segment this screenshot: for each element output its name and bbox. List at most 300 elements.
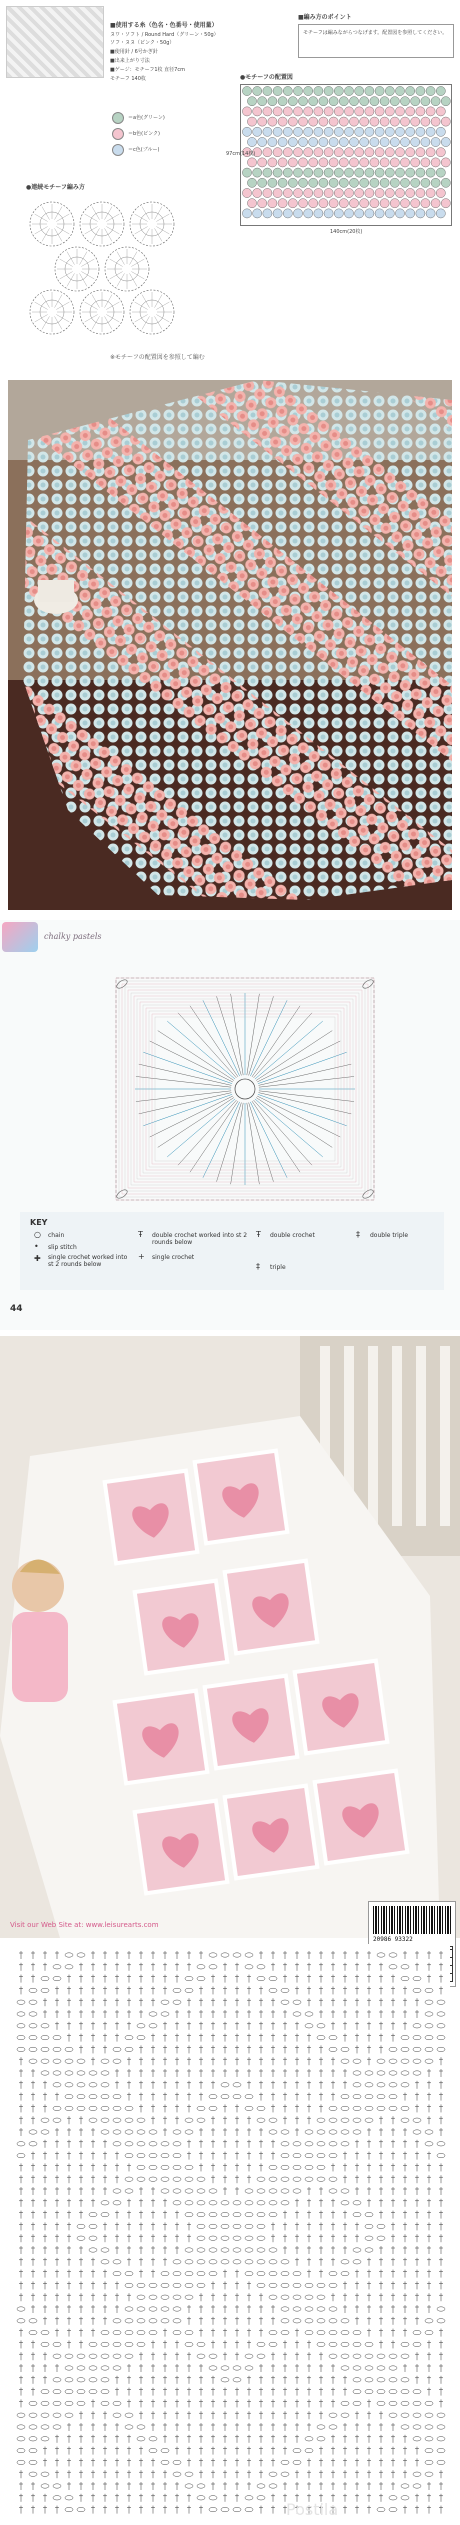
layout-motif: [441, 117, 450, 126]
layout-motif: [283, 127, 292, 136]
watermark: Postila: [286, 2500, 339, 2519]
layout-height-dim: 97cm(14枚): [226, 151, 256, 157]
layout-motif: [258, 158, 267, 167]
layout-motif: [385, 86, 394, 95]
layout-motif: [416, 168, 425, 177]
layout-width-dim: 140cm(20枚): [330, 229, 363, 235]
radial-stitch: [178, 1013, 236, 1078]
motif-spoke: [130, 273, 138, 286]
layout-motif: [370, 199, 379, 208]
motif-join-chart: [22, 194, 202, 334]
layout-motif: [339, 137, 348, 146]
layout-motif: [247, 137, 256, 146]
key-slip: slip stitch: [48, 1244, 77, 1251]
motif-spoke: [156, 315, 169, 323]
stitch-key: [20, 1212, 444, 1290]
yarn-line-1: ヌワ・ソフト / Round Hard（グリーン・50g）: [110, 32, 219, 38]
layout-motif: [288, 178, 297, 187]
layout-motif: [309, 117, 318, 126]
layout-heading: ●モチーフの配置図: [240, 74, 293, 81]
motif-spoke: [85, 214, 98, 222]
layout-motif: [298, 97, 307, 106]
layout-motif: [355, 86, 364, 95]
layout-motif: [324, 127, 333, 136]
layout-motif: [441, 199, 450, 208]
motif-spoke: [81, 259, 94, 267]
square-motif-chart: [98, 970, 392, 1208]
layout-motif: [344, 209, 353, 218]
radial-stitch: [150, 1041, 233, 1082]
layout-motif: [304, 209, 313, 218]
layout-motif: [375, 209, 384, 218]
layout-motif: [263, 148, 272, 157]
key-triple: triple: [270, 1264, 286, 1271]
layout-motif: [263, 168, 272, 177]
layout-motif: [426, 86, 435, 95]
layout-motif: [273, 86, 282, 95]
layout-motif: [319, 117, 328, 126]
key-dtr: double triple: [370, 1232, 409, 1239]
layout-motif: [375, 188, 384, 197]
motif-spoke: [156, 302, 169, 310]
motif-spoke: [56, 227, 69, 235]
motif-spoke: [56, 302, 69, 310]
heart-blanket-illustration: [0, 1336, 460, 1938]
layout-motif: [421, 178, 430, 187]
layout-motif: [334, 148, 343, 157]
layout-motif: [339, 178, 348, 187]
layout-motif: [380, 137, 389, 146]
layout-motif: [390, 158, 399, 167]
key-title: KEY: [30, 1218, 48, 1227]
layout-motif: [268, 97, 277, 106]
motif-spoke: [85, 302, 98, 310]
sheet-footnote: ※モチーフの配置図を参照して編む: [110, 354, 205, 361]
layout-motif: [288, 158, 297, 167]
layout-motif: [385, 209, 394, 218]
layout-motif: [375, 168, 384, 177]
layout-motif: [411, 199, 420, 208]
motif-spoke: [155, 228, 163, 241]
barcode-number: 20986 93322: [373, 1936, 413, 1943]
layout-motif: [370, 178, 379, 187]
layout-motif: [278, 97, 287, 106]
layout-motif: [360, 97, 369, 106]
layout-motif: [416, 107, 425, 116]
layout-motif: [441, 97, 450, 106]
layout-motif: [288, 97, 297, 106]
layout-motif: [360, 199, 369, 208]
motif-spoke: [67, 252, 75, 265]
layout-motif: [268, 199, 277, 208]
motif-spoke: [55, 207, 63, 220]
motif-spoke: [42, 295, 50, 308]
layout-motif: [309, 178, 318, 187]
layout-motif: [247, 97, 256, 106]
layout-motif: [390, 97, 399, 106]
layout-motif: [400, 178, 409, 187]
motif-spoke: [105, 295, 113, 308]
layout-motif: [421, 117, 430, 126]
layout-motif: [273, 188, 282, 197]
rail-spindle: [440, 1346, 450, 1526]
radial-stitch: [150, 1096, 233, 1137]
motif-spoke: [106, 214, 119, 222]
motif-spoke: [81, 272, 94, 280]
layout-motif: [242, 168, 251, 177]
card-tab-swatch: [2, 922, 38, 952]
motif-spoke: [42, 228, 50, 241]
layout-motif: [278, 137, 287, 146]
layout-motif: [314, 188, 323, 197]
layout-motif: [406, 209, 415, 218]
motif-spoke: [131, 272, 144, 280]
motif-spoke: [105, 316, 113, 329]
layout-motif: [380, 178, 389, 187]
layout-motif: [370, 97, 379, 106]
layout-motif: [349, 199, 358, 208]
layout-motif: [370, 137, 379, 146]
layout-motif: [355, 168, 364, 177]
layout-motif: [339, 117, 348, 126]
layout-motif: [431, 137, 440, 146]
layout-motif: [349, 178, 358, 187]
layout-motif: [400, 137, 409, 146]
layout-motif: [334, 127, 343, 136]
motif-heading: ●連続モチーフ編み方: [26, 184, 85, 191]
layout-motif: [273, 168, 282, 177]
striped-blanket-photo: [8, 380, 452, 910]
layout-motif: [385, 188, 394, 197]
layout-motif: [431, 117, 440, 126]
layout-motif: [431, 199, 440, 208]
layout-motif: [319, 178, 328, 187]
radial-stitch: [255, 1021, 323, 1079]
layout-motif: [324, 86, 333, 95]
motif-spoke: [156, 214, 169, 222]
layout-motif: [416, 209, 425, 218]
layout-motif: [349, 97, 358, 106]
layout-motif: [298, 137, 307, 146]
layout-motif: [329, 97, 338, 106]
layout-motif: [253, 86, 262, 95]
layout-motif: [365, 127, 374, 136]
motif-spoke: [142, 295, 150, 308]
layout-motif: [278, 158, 287, 167]
layout-motif: [314, 86, 323, 95]
layout-motif: [360, 178, 369, 187]
size-line: ■出来上がり寸法: [110, 58, 150, 64]
layout-motif: [431, 158, 440, 167]
layout-motif: [426, 148, 435, 157]
needle-line: ■使用針 / 6号かぎ針: [110, 49, 158, 55]
motif-spoke: [35, 315, 48, 323]
motif-spoke: [92, 295, 100, 308]
layout-motif: [431, 97, 440, 106]
layout-motif: [426, 107, 435, 116]
motif-spoke: [42, 207, 50, 220]
motif-spoke: [110, 259, 123, 267]
layout-motif: [365, 86, 374, 95]
layout-motif: [334, 188, 343, 197]
layout-motif: [273, 107, 282, 116]
layout-motif: [400, 158, 409, 167]
layout-motif: [334, 168, 343, 177]
layout-motif: [314, 107, 323, 116]
layout-motif: [263, 209, 272, 218]
layout-motif: [380, 158, 389, 167]
blanket-thumbnail: [6, 6, 104, 78]
motif-spoke: [35, 227, 48, 235]
layout-motif: [390, 178, 399, 187]
layout-motif: [314, 209, 323, 218]
yarn-a-swatch: [112, 112, 124, 124]
layout-motif: [370, 158, 379, 167]
single-crochet-icon: +: [138, 1252, 145, 1261]
layout-motif: [344, 168, 353, 177]
layout-motif: [293, 148, 302, 157]
layout-motif: [375, 107, 384, 116]
layout-motif: [400, 117, 409, 126]
layout-motif: [268, 158, 277, 167]
layout-motif: [268, 137, 277, 146]
motif-spoke: [35, 302, 48, 310]
layout-motif: [242, 107, 251, 116]
radial-stitch: [231, 994, 244, 1075]
layout-motif: [355, 209, 364, 218]
layout-motif: [365, 107, 374, 116]
layout-motif: [385, 168, 394, 177]
layout-motif: [253, 209, 262, 218]
layout-motif: [329, 178, 338, 187]
layout-motif: [355, 188, 364, 197]
layout-motif: [360, 158, 369, 167]
layout-motif: [385, 107, 394, 116]
layout-motif: [242, 188, 251, 197]
rail-spindle: [368, 1346, 378, 1526]
layout-motif: [329, 137, 338, 146]
layout-motif: [406, 188, 415, 197]
layout-motif: [314, 127, 323, 136]
motif-spoke: [105, 207, 113, 220]
layout-motif: [247, 199, 256, 208]
motif-spoke: [106, 227, 119, 235]
radial-stitch: [257, 1041, 340, 1082]
radial-stitch: [158, 1098, 234, 1148]
layout-motif: [411, 97, 420, 106]
layout-motif: [304, 168, 313, 177]
layout-motif: [344, 86, 353, 95]
layout-motif: [395, 107, 404, 116]
layout-motif: [298, 178, 307, 187]
layout-motif: [298, 117, 307, 126]
layout-motif: [441, 178, 450, 187]
motif-spoke: [156, 227, 169, 235]
layout-motif: [406, 148, 415, 157]
motif-layout-diagram: [240, 84, 452, 226]
layout-motif: [370, 117, 379, 126]
layout-motif: [324, 148, 333, 157]
layout-motif: [436, 107, 445, 116]
layout-motif: [247, 178, 256, 187]
motif-spoke: [117, 252, 125, 265]
double-triple-icon: ‡: [356, 1230, 360, 1239]
motif-spoke: [142, 207, 150, 220]
large-lace-chart: [10, 1944, 450, 2519]
gauge-line: ■ゲージ：モチーフ1枚 直径7cm: [110, 67, 185, 73]
motif-spoke: [60, 259, 73, 267]
layout-motif: [309, 158, 318, 167]
motif-spoke: [42, 316, 50, 329]
layout-motif: [426, 188, 435, 197]
layout-motif: [247, 117, 256, 126]
layout-motif: [349, 137, 358, 146]
layout-motif: [304, 188, 313, 197]
layout-motif: [263, 188, 272, 197]
layout-motif: [365, 168, 374, 177]
layout-motif: [263, 86, 272, 95]
layout-motif: [268, 117, 277, 126]
motif-spoke: [56, 214, 69, 222]
layout-motif: [411, 178, 420, 187]
layout-motif: [288, 199, 297, 208]
layout-motif: [293, 209, 302, 218]
radial-stitch: [178, 1100, 236, 1165]
layout-motif: [411, 137, 420, 146]
layout-motif: [380, 199, 389, 208]
layout-motif: [344, 107, 353, 116]
heart-blanket-photo: [0, 1336, 460, 1943]
yarn-line-2: ソフ・ヌヌ（ピンク・50g）: [110, 40, 175, 46]
motif-spoke: [55, 228, 63, 241]
layout-motif: [436, 127, 445, 136]
layout-motif: [324, 107, 333, 116]
layout-motif: [339, 199, 348, 208]
layout-motif: [242, 127, 251, 136]
layout-motif: [283, 86, 292, 95]
layout-motif: [365, 148, 374, 157]
layout-motif: [385, 148, 394, 157]
layout-motif: [268, 178, 277, 187]
layout-motif: [319, 199, 328, 208]
triple-icon: ‡: [256, 1262, 260, 1271]
layout-motif: [400, 199, 409, 208]
layout-motif: [258, 137, 267, 146]
layout-motif: [293, 127, 302, 136]
layout-motif: [411, 117, 420, 126]
sc-below-icon: ✚: [34, 1254, 41, 1263]
layout-motif: [324, 188, 333, 197]
barcode-bars: [373, 1906, 451, 1934]
layout-motif: [273, 209, 282, 218]
layout-motif: [283, 188, 292, 197]
layout-motif: [421, 158, 430, 167]
key-chain: chain: [48, 1232, 65, 1239]
layout-motif: [309, 199, 318, 208]
layout-motif: [273, 127, 282, 136]
layout-motif: [319, 137, 328, 146]
radial-stitch: [231, 1103, 244, 1184]
layout-motif: [278, 117, 287, 126]
layout-motif: [349, 158, 358, 167]
layout-motif: [283, 148, 292, 157]
point-note-box: [298, 24, 454, 58]
motif-spoke: [106, 315, 119, 323]
layout-motif: [263, 127, 272, 136]
motif-spoke: [155, 316, 163, 329]
motif-spoke: [142, 316, 150, 329]
layout-motif: [411, 158, 420, 167]
yarn-b-swatch: [112, 128, 124, 140]
layout-motif: [258, 117, 267, 126]
layout-motif: [283, 107, 292, 116]
layout-motif: [339, 158, 348, 167]
layout-motif: [298, 199, 307, 208]
motif-spoke: [85, 227, 98, 235]
radial-stitch: [158, 1031, 234, 1081]
layout-motif: [324, 168, 333, 177]
motif-spoke: [117, 273, 125, 286]
rail-spindle: [416, 1346, 426, 1526]
layout-motif: [416, 86, 425, 95]
motif-spoke: [56, 315, 69, 323]
layout-motif: [242, 86, 251, 95]
layout-motif: [416, 127, 425, 136]
layout-motif: [400, 97, 409, 106]
dc-below-icon: Ŧ: [138, 1230, 143, 1239]
motif-spoke: [135, 214, 148, 222]
layout-motif: [334, 86, 343, 95]
layout-motif: [288, 117, 297, 126]
key-sc-below: single crochet worked into st 2 rounds below: [48, 1254, 128, 1268]
layout-motif: [416, 148, 425, 157]
layout-motif: [253, 168, 262, 177]
layout-motif: [395, 148, 404, 157]
layout-motif: [329, 199, 338, 208]
layout-motif: [365, 188, 374, 197]
layout-motif: [309, 137, 318, 146]
legend-b: ＝b色(ピンク): [128, 131, 160, 137]
motif-spoke: [55, 295, 63, 308]
layout-motif: [253, 188, 262, 197]
layout-motif: [314, 148, 323, 157]
layout-motif: [355, 107, 364, 116]
layout-motif: [334, 107, 343, 116]
layout-motif: [436, 86, 445, 95]
layout-motif: [278, 178, 287, 187]
layout-motif: [293, 188, 302, 197]
layout-motif: [395, 209, 404, 218]
layout-motif: [426, 168, 435, 177]
layout-motif: [360, 117, 369, 126]
motif-spoke: [131, 259, 144, 267]
layout-motif: [334, 209, 343, 218]
yarn-c-swatch: [112, 144, 124, 156]
layout-motif: [390, 117, 399, 126]
layout-motif: [441, 137, 450, 146]
layout-motif: [329, 158, 338, 167]
motif-spoke: [80, 273, 88, 286]
legend-c: ＝c色(ブルー): [128, 147, 160, 153]
radial-stitch: [256, 1031, 332, 1081]
layout-motif: [273, 148, 282, 157]
layout-motif: [263, 107, 272, 116]
pattern-sheet: [0, 0, 460, 374]
motif-spoke: [106, 302, 119, 310]
layout-svg: [241, 85, 451, 225]
layout-motif: [431, 178, 440, 187]
website-line: Visit our Web Site at: www.leisurearts.com: [10, 1921, 159, 1929]
